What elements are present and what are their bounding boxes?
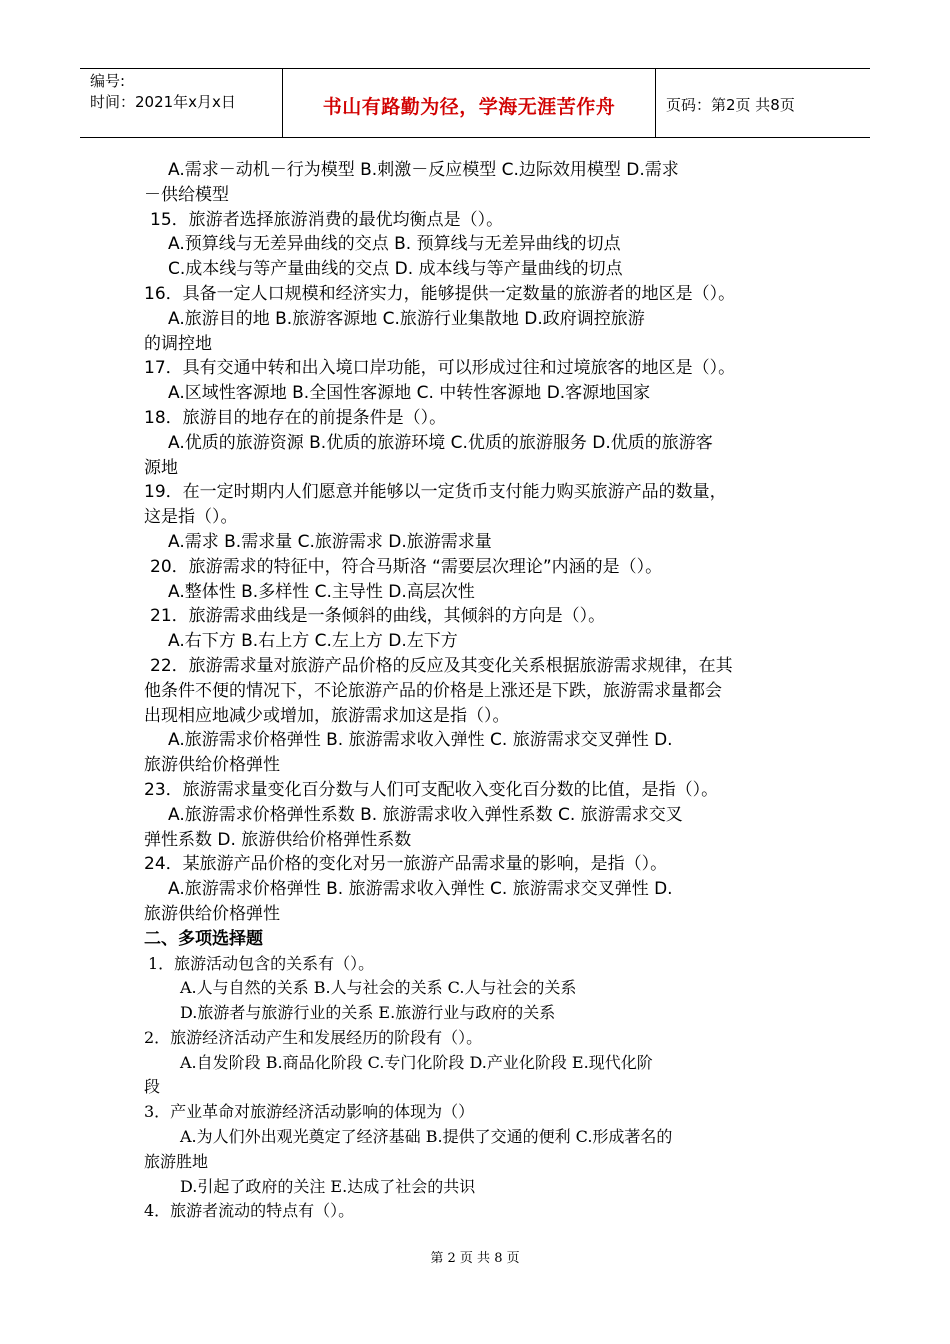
text-line: 18．旅游目的地存在的前提条件是（）。: [144, 407, 447, 428]
page-footer: 第 2 页 共 8 页: [430, 1251, 520, 1266]
text-line: 16．具备一定人口规模和经济实力，能够提供一定数量的旅游者的地区是（）。: [144, 283, 736, 304]
text-line: 这是指（）。: [144, 507, 238, 528]
text-line: A.预算线与无差异曲线的交点 B. 预算线与无差异曲线的切点: [168, 234, 621, 255]
header-page-cell: [656, 69, 870, 137]
text-line: 2．旅游经济活动产生和发展经历的阶段有（）。: [144, 1027, 483, 1047]
text-line: 15．旅游者选择旅游消费的最优均衡点是（）。: [150, 209, 504, 230]
header-page-info: 页码：第2页 共8页: [666, 96, 795, 114]
text-line: 20．旅游需求的特征中，符合马斯洛 “需要层次理论”内涵的是（）。: [150, 556, 663, 577]
text-line: A.旅游需求价格弹性 B. 旅游需求收入弹性 C. 旅游需求交叉弹性 D.: [168, 730, 673, 751]
header-motto: 书山有路勤为径，学海无涯苦作舟: [322, 96, 616, 118]
text-line: 他条件不便的情况下，不论旅游产品的价格是上涨还是下跌，旅游需求量都会: [144, 680, 722, 701]
text-line: 段: [144, 1077, 161, 1097]
document-date-label: 时间：2021年x月x日: [90, 93, 236, 111]
text-line: A.需求 B.需求量 C.旅游需求 D.旅游需求量: [168, 531, 492, 552]
header-meta-cell: [80, 69, 283, 137]
text-line: A.自发阶段 B.商品化阶段 C.专门化阶段 D.产业化阶段 E.现代化阶: [180, 1052, 653, 1072]
text-line: D.旅游者与旅游行业的关系 E.旅游行业与政府的关系: [180, 1003, 556, 1023]
text-line: C.成本线与等产量曲线的交点 D. 成本线与等产量曲线的切点: [168, 259, 623, 280]
text-line: 的调控地: [144, 333, 212, 354]
document-id-label: 编号:: [90, 72, 126, 90]
text-line: A.旅游目的地 B.旅游客源地 C.旅游行业集散地 D.政府调控旅游: [168, 308, 645, 329]
text-line: A.整体性 B.多样性 C.主导性 D.高层次性: [168, 581, 475, 602]
document-body: [144, 158, 814, 1224]
text-line: A.旅游需求价格弹性 B. 旅游需求收入弹性 C. 旅游需求交叉弹性 D.: [168, 879, 673, 900]
text-line: A.旅游需求价格弹性系数 B. 旅游需求收入弹性系数 C. 旅游需求交叉: [168, 804, 683, 825]
text-line: 21．旅游需求曲线是一条倾斜的曲线，其倾斜的方向是（）。: [150, 606, 606, 627]
text-line: A.为人们外出观光奠定了经济基础 B.提供了交通的便利 C.形成著名的: [180, 1127, 673, 1147]
header-motto-cell: [283, 69, 656, 137]
text-line: －供给模型: [144, 184, 229, 205]
text-line: 源地: [144, 457, 178, 478]
text-line: A.右下方 B.右上方 C.左上方 D.左下方: [168, 631, 458, 652]
text-line: A.区域性客源地 B.全国性客源地 C. 中转性客源地 D.客源地国家: [168, 383, 651, 404]
text-line: 4．旅游者流动的特点有（）。: [144, 1201, 355, 1221]
page-header: [80, 68, 870, 138]
text-line: 24．某旅游产品价格的变化对另一旅游产品需求量的影响，是指（）。: [144, 854, 668, 875]
text-line: A.人与自然的关系 B.人与社会的关系 C.人与社会的关系: [180, 978, 577, 998]
text-line: 23．旅游需求量变化百分数与人们可支配收入变化百分数的比值，是指（）。: [144, 779, 719, 800]
text-line: 22．旅游需求量对旅游产品价格的反应及其变化关系根据旅游需求规律，在其: [150, 655, 733, 676]
text-line: A.需求－动机－行为模型 B.刺激－反应模型 C.边际效用模型 D.需求: [168, 160, 679, 180]
section-heading: 二、多项选择题: [144, 928, 263, 949]
text-line: 旅游供给价格弹性: [144, 755, 280, 776]
text-line: 3．产业革命对旅游经济活动影响的体现为（）: [144, 1102, 475, 1122]
text-line: 出现相应地减少或增加，旅游需求加这是指（）。: [144, 705, 510, 726]
text-line: 旅游供给价格弹性: [144, 903, 280, 924]
text-line: D.引起了政府的关注 E.达成了社会的共识: [180, 1176, 476, 1196]
text-line: 19．在一定时期内人们愿意并能够以一定货币支付能力购买旅游产品的数量，: [144, 482, 727, 503]
text-line: 旅游胜地: [144, 1151, 209, 1171]
text-line: A.优质的旅游资源 B.优质的旅游环境 C.优质的旅游服务 D.优质的旅游客: [168, 432, 713, 453]
text-line: 17．具有交通中转和出入境口岸功能，可以形成过往和过境旅客的地区是（）。: [144, 358, 736, 379]
text-line: 弹性系数 D. 旅游供给价格弹性系数: [144, 829, 412, 850]
text-line: 1．旅游活动包含的关系有（）。: [148, 953, 375, 973]
